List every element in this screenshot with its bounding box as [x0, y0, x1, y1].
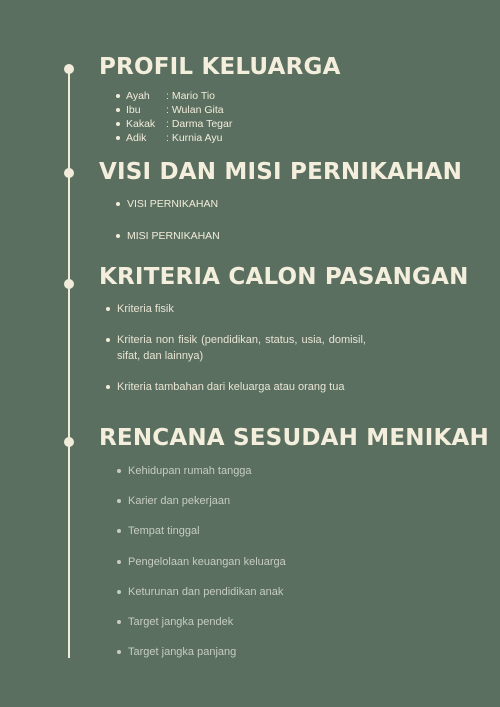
list-item: MISI PERNIKAHAN [116, 229, 220, 261]
timeline-dot [64, 437, 74, 447]
member-role: Kakak [126, 118, 156, 130]
list-item: Kriteria fisik [106, 301, 366, 317]
member-role: Ibu [126, 104, 141, 116]
member-role: Ayah [126, 90, 150, 102]
member-name: : Wulan Gita [166, 104, 224, 116]
member-role: Adik [126, 132, 147, 144]
timeline-line [68, 68, 70, 658]
list-item: Kriteria tambahan dari keluarga atau orang tua [106, 379, 366, 395]
criteria-list [106, 301, 366, 395]
plans-list [117, 464, 286, 675]
timeline-dot [64, 168, 74, 178]
family-list [116, 89, 232, 145]
profile-heading: PROFIL KELUARGA [99, 54, 341, 80]
list-item: Kehidupan rumah tangga [117, 464, 286, 494]
family-member [116, 117, 232, 131]
family-member [116, 103, 232, 117]
criteria-heading: KRITERIA CALON PASANGAN [99, 264, 469, 290]
timeline-dot [64, 64, 74, 74]
plans-heading: RENCANA SESUDAH MENIKAH [99, 425, 489, 451]
list-item: Kriteria non fisik (pendidikan, status, usia, domisil, sifat, dan lainnya) [106, 332, 366, 364]
list-item: Tempat tinggal [117, 524, 286, 554]
family-member [116, 89, 232, 103]
member-name: : Kurnia Ayu [166, 132, 223, 144]
vision-list [116, 197, 220, 261]
list-item: Keturunan dan pendidikan anak [117, 585, 286, 615]
timeline-dot [64, 279, 74, 289]
member-name: : Darma Tegar [166, 118, 233, 130]
vision-heading: VISI DAN MISI PERNIKAHAN [99, 159, 463, 185]
family-member [116, 131, 232, 145]
list-item: Target jangka panjang [117, 645, 286, 675]
list-item: Target jangka pendek [117, 615, 286, 645]
list-item: Pengelolaan keuangan keluarga [117, 555, 286, 585]
member-name: : Mario Tio [166, 90, 216, 102]
list-item: VISI PERNIKAHAN [116, 197, 220, 229]
list-item: Karier dan pekerjaan [117, 494, 286, 524]
